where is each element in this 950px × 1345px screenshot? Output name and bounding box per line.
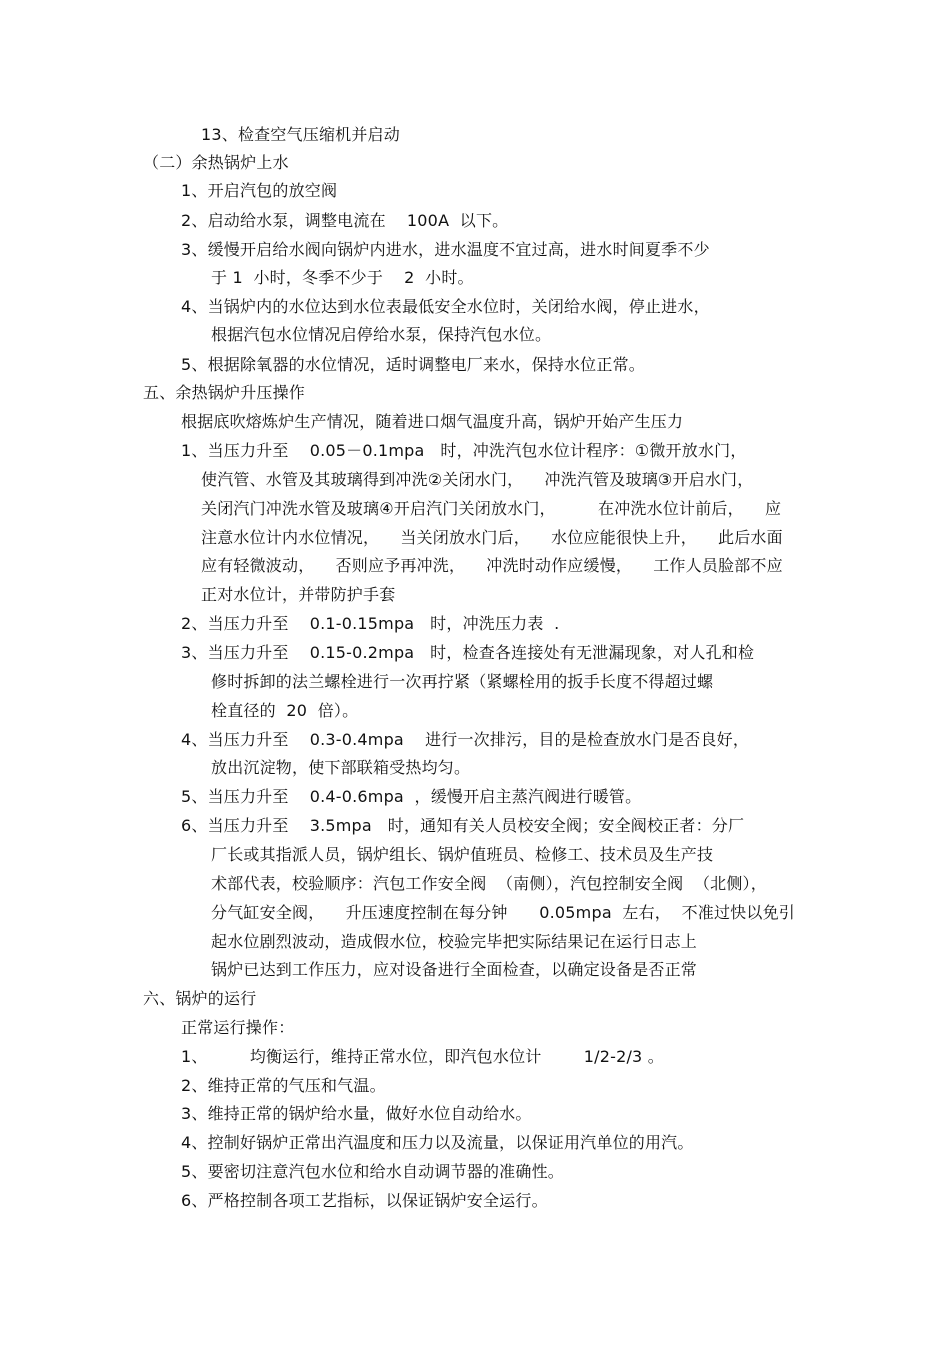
text-line: 5、当压力升至 0.4-0.6mpa ，缓慢开启主蒸汽阀进行暖管。	[181, 787, 642, 806]
text-line: 13、检查空气压缩机并启动	[201, 125, 400, 144]
text-line: 起水位剧烈波动，造成假水位，校验完毕把实际结果记在运行日志上	[211, 932, 698, 951]
section-heading: 六、锅炉的运行	[143, 989, 257, 1008]
text-line: 6、严格控制各项工艺指标，以保证锅炉安全运行。	[181, 1191, 548, 1210]
text-line: 2、当压力升至 0.1-0.15mpa 时，冲洗压力表 .	[181, 614, 560, 633]
text-line: 4、当压力升至 0.3-0.4mpa 进行一次排污，目的是检查放水门是否良好，	[181, 730, 750, 749]
text-line: 3、缓慢开启给水阀向锅炉内进水，进水温度不宜过高，进水时间夏季不少	[181, 240, 710, 259]
text-line: 5、要密切注意汽包水位和给水自动调节器的准确性。	[181, 1162, 564, 1181]
text-line: 术部代表，校验顺序：汽包工作安全阀 （南侧），汽包控制安全阀 （北侧），	[211, 874, 767, 893]
text-line: 使汽管、水管及其玻璃得到冲洗②关闭水门， 冲洗汽管及玻璃③开启水门，	[201, 470, 754, 489]
text-line: 正常运行操作：	[181, 1018, 295, 1037]
text-line: 应有轻微波动， 否则应予再冲洗， 冲洗时动作应缓慢， 工作人员脸部不应	[201, 556, 783, 575]
text-line: 4、当锅炉内的水位达到水位表最低安全水位时，关闭给水阀，停止进水，	[181, 297, 710, 316]
section-heading: （二）余热锅炉上水	[143, 153, 289, 172]
text-line: 3、维持正常的锅炉给水量，做好水位自动给水。	[181, 1104, 532, 1123]
text-line: 正对水位计，并带防护手套	[201, 585, 396, 604]
text-line: 根据汽包水位情况启停给水泵，保持汽包水位。	[211, 325, 552, 344]
text-line: 锅炉已达到工作压力，应对设备进行全面检查，以确定设备是否正常	[211, 960, 698, 979]
text-line: 于 1 小时，冬季不少于 2 小时。	[211, 268, 474, 287]
text-line: 5、根据除氧器的水位情况，适时调整电厂来水，保持水位正常。	[181, 355, 645, 374]
text-line: 4、控制好锅炉正常出汽温度和压力以及流量，以保证用汽单位的用汽。	[181, 1133, 694, 1152]
text-line: 放出沉淀物，使下部联箱受热均匀。	[211, 758, 471, 777]
text-line: 注意水位计内水位情况， 当关闭放水门后， 水位应能很快上升， 此后水面	[201, 528, 783, 547]
text-line: 2、维持正常的气压和气温。	[181, 1076, 386, 1095]
text-line: 2、启动给水泵，调整电流在 100A 以下。	[181, 211, 509, 230]
section-heading: 五、余热锅炉升压操作	[143, 383, 306, 402]
text-line: 3、当压力升至 0.15-0.2mpa 时，检查各连接处有无泄漏现象，对人孔和检	[181, 643, 755, 662]
text-line: 1、当压力升至 0.05－0.1mpa 时，冲洗汽包水位计程序：①微开放水门，	[181, 441, 747, 460]
text-line: 关闭汽门冲洗水管及玻璃④开启汽门关闭放水门， 在冲洗水位计前后， 应	[201, 499, 782, 518]
text-line: 1、 均衡运行，维持正常水位，即汽包水位计 1/2-2/3 。	[181, 1047, 664, 1066]
text-line: 修时拆卸的法兰螺栓进行一次再拧紧（紧螺栓用的扳手长度不得超过螺	[211, 672, 714, 691]
text-line: 6、当压力升至 3.5mpa 时，通知有关人员校安全阀；安全阀校正者：分厂	[181, 816, 745, 835]
text-line: 栓直径的 20 倍）。	[211, 701, 359, 720]
text-line: 厂长或其指派人员，锅炉组长、锅炉值班员、检修工、技术员及生产技	[211, 845, 714, 864]
text-line: 分气缸安全阀， 升压速度控制在每分钟 0.05mpa 左右， 不准过快以免引	[211, 903, 795, 922]
text-line: 1、开启汽包的放空阀	[181, 181, 338, 200]
text-line: 根据底吹熔炼炉生产情况，随着进口烟气温度升高，锅炉开始产生压力	[181, 412, 684, 431]
